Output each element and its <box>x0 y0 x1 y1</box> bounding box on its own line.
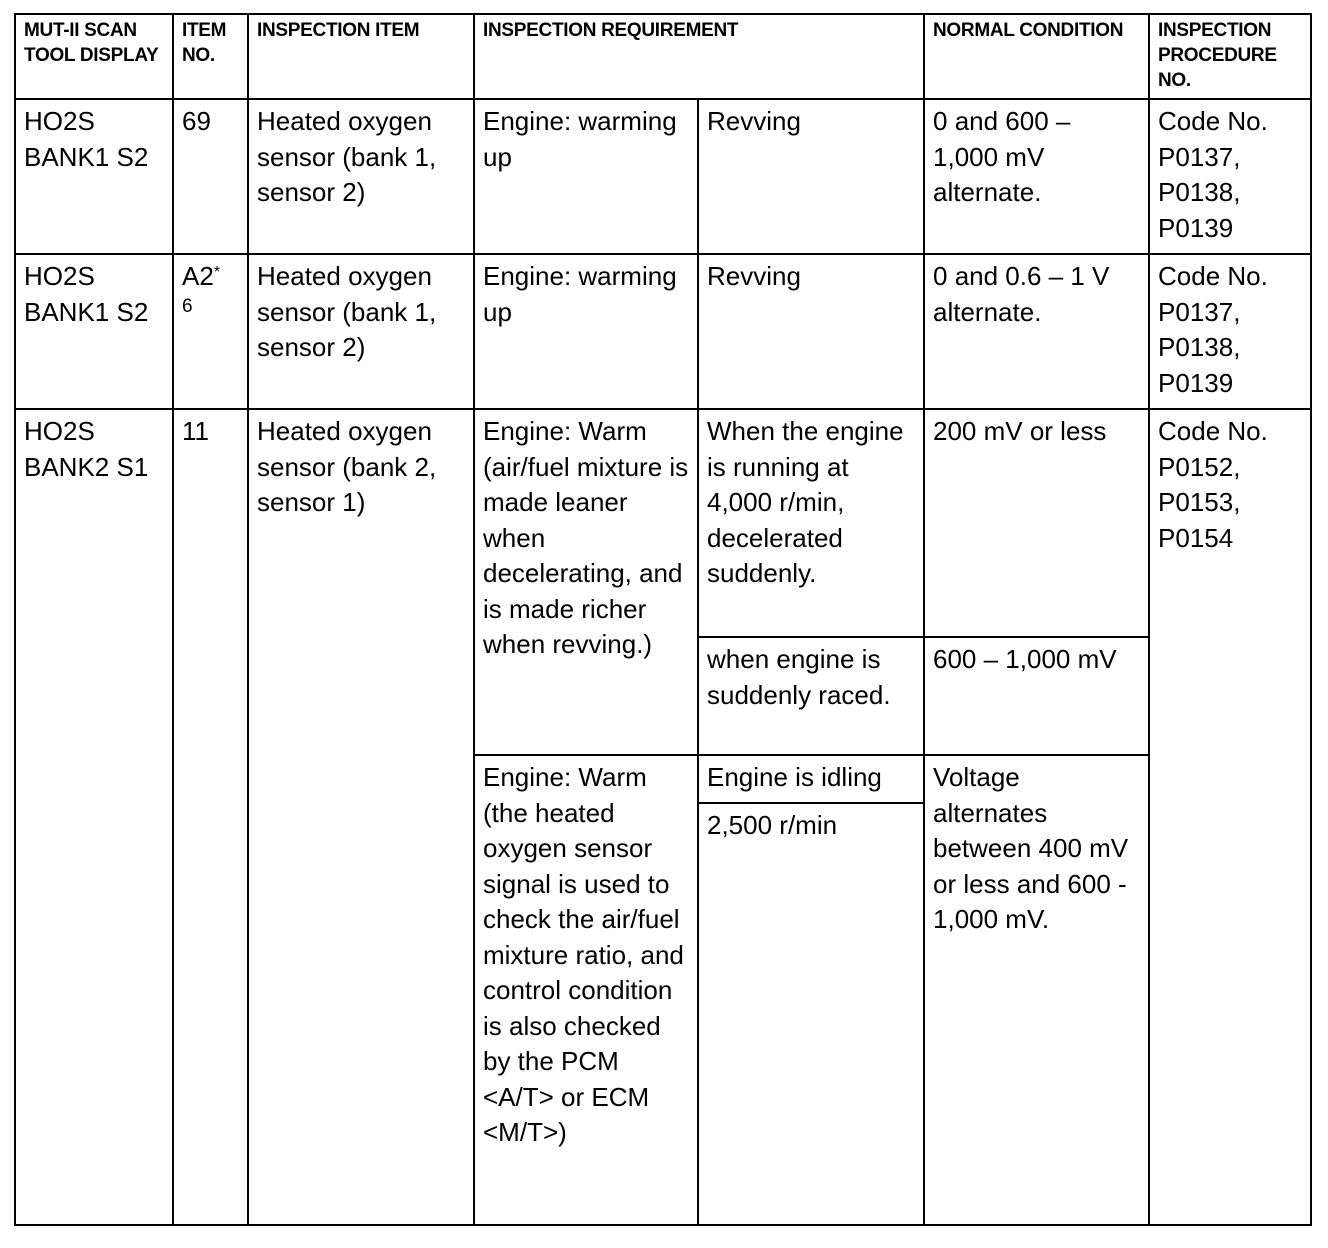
normal-condition-cell: 600 – 1,000 mV <box>924 637 1149 755</box>
header-row <box>15 14 1311 99</box>
requirement-main-cell: Engine: Warm (air/fuel mixture is made leaner when decelerating, and is made richer when revving.) <box>474 409 698 755</box>
item-no-asterisk: * <box>213 264 221 281</box>
procedure-no-cell: Code No. P0137, P0138, P0139 <box>1149 99 1311 254</box>
item-no-main: A2 <box>182 261 214 291</box>
display-cell: HO2S BANK2 S1 <box>15 409 173 1225</box>
table-row <box>15 254 1311 409</box>
inspection-table <box>14 13 1312 1226</box>
display-cell: HO2S BANK1 S2 <box>15 254 173 409</box>
header-scan-tool-display: MUT-II SCAN TOOL DISPLAY <box>15 14 173 99</box>
requirement-detail-cell: Engine is idling <box>698 755 924 803</box>
requirement-detail-cell: when engine is suddenly raced. <box>698 637 924 755</box>
procedure-no-cell: Code No. P0152, P0153, P0154 <box>1149 409 1311 1225</box>
requirement-detail-cell: 2,500 r/min <box>698 803 924 1225</box>
header-inspection-item: INSPECTION ITEM <box>248 14 474 99</box>
requirement-main-cell: Engine: warming up <box>474 99 698 254</box>
normal-condition-cell: 0 and 0.6 – 1 V alternate. <box>924 254 1149 409</box>
item-no-sub: 6 <box>182 295 193 317</box>
requirement-detail-cell: Revving <box>698 254 924 409</box>
table-row <box>15 409 1311 637</box>
item-no-cell <box>173 254 248 409</box>
requirement-detail-cell: When the engine is running at 4,000 r/min, decelerated suddenly. <box>698 409 924 637</box>
header-inspection-requirement: INSPECTION REQUIREMENT <box>474 14 924 99</box>
header-normal-condition: NORMAL CONDITION <box>924 14 1149 99</box>
normal-condition-cell: Voltage alternates between 400 mV or less and 600 - 1,000 mV. <box>924 755 1149 1225</box>
requirement-main-cell: Engine: Warm (the heated oxygen sensor signal is used to check the air/fuel mixture ratio, and control condition is also checked by the PCM <A/T> or ECM <M/T>) <box>474 755 698 1225</box>
header-item-no: ITEM NO. <box>173 14 248 99</box>
requirement-main-cell: Engine: warming up <box>474 254 698 409</box>
requirement-detail-cell: Revving <box>698 99 924 254</box>
item-no-cell: 11 <box>173 409 248 1225</box>
normal-condition-cell: 200 mV or less <box>924 409 1149 637</box>
inspection-item-cell: Heated oxygen sensor (bank 1, sensor 2) <box>248 99 474 254</box>
inspection-item-cell: Heated oxygen sensor (bank 1, sensor 2) <box>248 254 474 409</box>
table-row <box>15 99 1311 254</box>
procedure-no-cell: Code No. P0137, P0138, P0139 <box>1149 254 1311 409</box>
normal-condition-cell: 0 and 600 – 1,000 mV alternate. <box>924 99 1149 254</box>
header-procedure-no: INSPECTION PROCEDURE NO. <box>1149 14 1311 99</box>
inspection-item-cell: Heated oxygen sensor (bank 2, sensor 1) <box>248 409 474 1225</box>
item-no-cell: 69 <box>173 99 248 254</box>
display-cell: HO2S BANK1 S2 <box>15 99 173 254</box>
